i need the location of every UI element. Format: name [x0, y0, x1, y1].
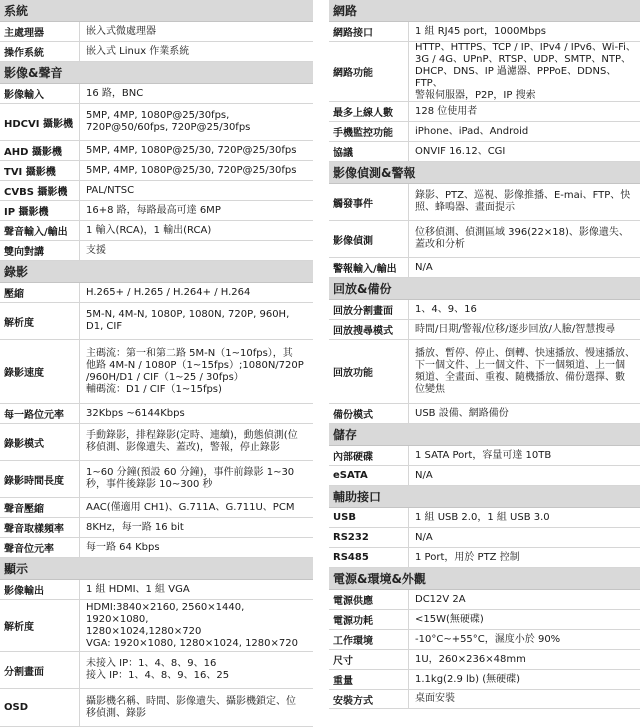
spec-value: N/A: [415, 261, 433, 273]
spec-label: 影像輸入: [0, 84, 80, 103]
spec-value: 16 路，BNC: [86, 87, 144, 99]
spec-label: OSD: [0, 689, 80, 726]
spec-value: N/A: [415, 531, 433, 543]
spec-label: 尺寸: [329, 650, 409, 669]
spec-label: 每一路位元率: [0, 404, 80, 423]
section-header: 回放&備份: [329, 278, 640, 300]
spec-row: [0, 518, 313, 538]
spec-value: 主碼流：第一和第二路 5M-N（1~10fps），其 他路 4M-N / 1080P（1~15fps）;1080N/720P /960H/D1 / CIF（1~25 / 30fps） 輔碼流：D1 / CIF（1~15fps): [86, 347, 304, 395]
spec-label: 解析度: [0, 600, 80, 651]
spec-value: 手動錄影，排程錄影(定時、連續)，動態偵測(位 移偵測、影像遺失、蓋改)，警報，停止錄影: [86, 430, 298, 453]
spec-label: HDCVI 攝影機: [0, 104, 80, 140]
spec-row: [0, 652, 313, 689]
spec-label: 協議: [329, 142, 409, 161]
section-header: 系統: [0, 0, 313, 22]
spec-row: [329, 590, 640, 610]
spec-row: [0, 161, 313, 181]
section-header: 輔助接口: [329, 486, 640, 508]
spec-row: [0, 580, 313, 600]
spec-row: [329, 184, 640, 221]
spec-row: [0, 104, 313, 141]
spec-label: 網路接口: [329, 22, 409, 41]
spec-row: [329, 466, 640, 486]
spec-label: 最多上線人數: [329, 102, 409, 121]
spec-value: 未接入 IP：1、4、8、9、16 接入 IP：1、4、8、9、16、25: [86, 658, 230, 681]
spec-label: 電源供應: [329, 590, 409, 609]
spec-label: RS485: [329, 548, 409, 567]
section-header: 錄影: [0, 261, 313, 283]
spec-label: IP 攝影機: [0, 201, 80, 220]
spec-label: 聲音壓縮: [0, 498, 80, 517]
spec-row: [329, 221, 640, 258]
spec-value: 16+8 路，每路最高可達 6MP: [86, 204, 221, 216]
spec-row: [0, 141, 313, 161]
section-header: 影像&聲音: [0, 62, 313, 84]
spec-value: <15W(無硬碟): [415, 613, 484, 625]
spec-row: [0, 221, 313, 241]
spec-label: RS232: [329, 528, 409, 547]
spec-row: [329, 650, 640, 670]
spec-value: iPhone、iPad、Android: [415, 125, 529, 137]
spec-row: [0, 461, 313, 498]
spec-row: [0, 689, 313, 727]
spec-value: 1 組 USB 2.0，1 組 USB 3.0: [415, 511, 550, 523]
spec-value: 5M-N, 4M-N, 1080P, 1080N, 720P, 960H, D1, CIF: [86, 309, 290, 332]
spec-value: -10°C~+55°C，濕度小於 90%: [415, 633, 561, 645]
spec-row: [329, 508, 640, 528]
spec-value: AAC(僅適用 CH1)、G.711A、G.711U、PCM: [86, 501, 295, 513]
spec-row: [329, 630, 640, 650]
spec-row: [0, 84, 313, 104]
spec-value: 1 Port，用於 PTZ 控制: [415, 551, 520, 563]
spec-value: 1.1kg(2.9 lb) (無硬碟): [415, 673, 521, 685]
spec-row: [329, 528, 640, 548]
spec-label: 安裝方式: [329, 690, 409, 708]
spec-row: [0, 538, 313, 558]
spec-value: 錄影、PTZ、巡視、影像推播、E-mai、FTP、快 照、蜂鳴器、畫面提示: [415, 190, 631, 213]
spec-value: 每一路 64 Kbps: [86, 541, 160, 553]
spec-row: [0, 181, 313, 201]
spec-value: 8KHz，每一路 16 bit: [86, 521, 184, 533]
spec-table-right: [329, 0, 640, 709]
spec-row: [329, 690, 640, 709]
spec-value: 5MP, 4MP, 1080P@25/30, 720P@25/30fps: [86, 144, 297, 156]
spec-value: 嵌入式微處理器: [86, 25, 156, 37]
spec-value: HDMI:3840×2160, 2560×1440, 1920×1080, 1280×1024,1280×720 VGA: 1920×1080, 1280×1024, 1280×720: [86, 601, 298, 649]
spec-label: eSATA: [329, 466, 409, 485]
spec-value: 嵌入式 Linux 作業系統: [86, 45, 190, 57]
spec-label: 觸發事件: [329, 184, 409, 220]
spec-value: 32Kbps ~6144Kbps: [86, 407, 185, 419]
spec-label: 回放功能: [329, 340, 409, 403]
spec-row: [0, 42, 313, 62]
spec-label: 聲音輸入/輸出: [0, 221, 80, 240]
spec-row: [329, 42, 640, 102]
spec-label: 解析度: [0, 303, 80, 339]
spec-label: 聲音取樣頻率: [0, 518, 80, 537]
spec-row: [329, 610, 640, 630]
spec-label: 內部硬碟: [329, 446, 409, 465]
spec-table-left: [0, 0, 313, 727]
spec-value: 1 組 RJ45 port，1000Mbps: [415, 25, 547, 37]
spec-value: 1 組 HDMI、1 組 VGA: [86, 583, 190, 595]
spec-value: 5MP, 4MP, 1080P@25/30fps, 720P@50/60fps, 720P@25/30fps: [86, 110, 251, 133]
spec-label: CVBS 攝影機: [0, 181, 80, 200]
spec-row: [329, 548, 640, 568]
spec-row: [0, 22, 313, 42]
spec-label: 電源功耗: [329, 610, 409, 629]
section-header: 儲存: [329, 424, 640, 446]
spec-label: AHD 攝影機: [0, 141, 80, 160]
spec-row: [329, 22, 640, 42]
spec-label: 回放分割畫面: [329, 300, 409, 319]
spec-label: TVI 攝影機: [0, 161, 80, 180]
spec-label: 錄影速度: [0, 340, 80, 403]
spec-value: 1U，260×236×48mm: [415, 653, 526, 665]
spec-label: 警報輸入/輸出: [329, 258, 409, 277]
spec-value: 播放、暫停、停止、倒轉、快速播放、慢速播放、 下一個文件、上一個文件、下一個頻道、上一個 頻道、全畫面、重複、隨機播放、備份選擇、數 位變焦: [415, 347, 635, 395]
spec-label: 影像輸出: [0, 580, 80, 599]
spec-row: [0, 283, 313, 303]
spec-row: [0, 340, 313, 404]
spec-value: ONVIF 16.12、CGI: [415, 145, 506, 157]
spec-value: 支援: [86, 244, 106, 256]
spec-label: 聲音位元率: [0, 538, 80, 557]
spec-row: [0, 241, 313, 261]
spec-row: [329, 300, 640, 320]
spec-row: [329, 670, 640, 690]
spec-value: 1 輸入(RCA)，1 輸出(RCA): [86, 224, 212, 236]
section-header: 顯示: [0, 558, 313, 580]
spec-row: [0, 303, 313, 340]
spec-label: 備份模式: [329, 404, 409, 423]
spec-value: 攝影機名稱、時間、影像遺失、攝影機鎖定、位 移偵測、錄影: [86, 695, 296, 719]
spec-row: [329, 320, 640, 340]
spec-row: [329, 340, 640, 404]
section-header: 網路: [329, 0, 640, 22]
spec-value: 桌面安裝: [415, 693, 455, 704]
spec-value: 1 SATA Port，容量可達 10TB: [415, 449, 552, 461]
spec-value: HTTP、HTTPS、TCP / IP、IPv4 / IPv6、Wi-Fi、 3G / 4G、UPnP、RTSP、UDP、SMTP、NTP、 DHCP、DNS、IP 過濾器、PPPoE、DDNS、FTP、 警報伺服器，P2P，IP 搜索: [415, 41, 636, 101]
section-header: 影像偵測&警報: [329, 162, 640, 184]
spec-row: [0, 201, 313, 221]
spec-value: 1、4、9、16: [415, 303, 477, 315]
spec-label: 壓縮: [0, 283, 80, 302]
spec-label: 雙向對講: [0, 241, 80, 260]
spec-value: 1~60 分鐘(預設 60 分鐘)，事件前錄影 1~30 秒，事件後錄影 10~300 秒: [86, 467, 295, 490]
spec-row: [329, 446, 640, 466]
spec-label: 分割畫面: [0, 652, 80, 688]
spec-value: USB 設備、網路備份: [415, 407, 509, 419]
spec-label: 手機監控功能: [329, 122, 409, 141]
spec-value: 128 位使用者: [415, 105, 478, 117]
spec-value: 位移偵測、偵測區域 396(22×18)、影像遺失、 蓋改和分析: [415, 227, 629, 250]
spec-label: 回放搜尋模式: [329, 320, 409, 339]
spec-row: [329, 404, 640, 424]
section-header: 電源&環境&外觀: [329, 568, 640, 590]
spec-row: [0, 498, 313, 518]
spec-label: 影像偵測: [329, 221, 409, 257]
spec-value: N/A: [415, 469, 433, 481]
spec-row: [329, 122, 640, 142]
spec-value: 5MP, 4MP, 1080P@25/30, 720P@25/30fps: [86, 164, 297, 176]
spec-label: 主處理器: [0, 22, 80, 41]
spec-row: [0, 600, 313, 652]
spec-label: 操作系統: [0, 42, 80, 61]
spec-label: 工作環境: [329, 630, 409, 649]
spec-row: [0, 404, 313, 424]
spec-row: [329, 142, 640, 162]
spec-value: H.265+ / H.265 / H.264+ / H.264: [86, 286, 251, 298]
spec-label: 重量: [329, 670, 409, 689]
spec-label: 錄影時間長度: [0, 461, 80, 497]
spec-label: 網路功能: [329, 42, 409, 101]
spec-label: USB: [329, 508, 409, 527]
spec-value: 時間/日期/警報/位移/逐步回放/人臉/智慧搜尋: [415, 323, 616, 335]
spec-row: [329, 102, 640, 122]
spec-value: PAL/NTSC: [86, 184, 135, 196]
spec-label: 錄影模式: [0, 424, 80, 460]
spec-value: DC12V 2A: [415, 593, 466, 605]
spec-row: [329, 258, 640, 278]
spec-row: [0, 424, 313, 461]
